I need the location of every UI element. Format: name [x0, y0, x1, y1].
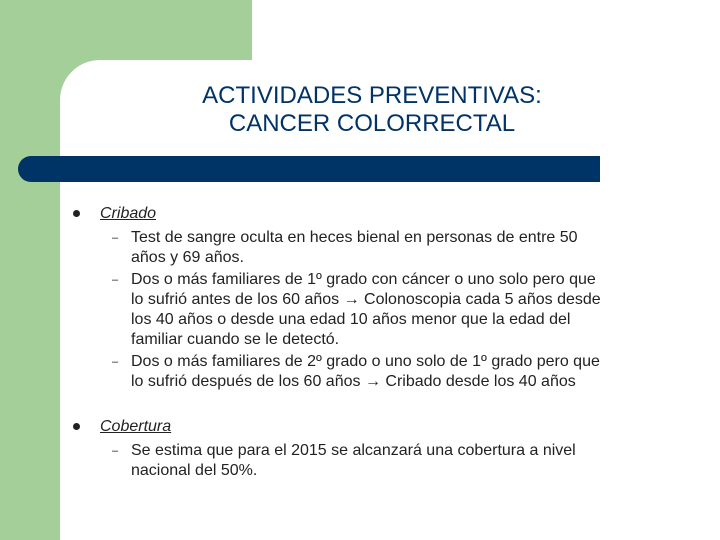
- bullet-icon: [73, 423, 80, 430]
- list-item: [131, 441, 671, 481]
- item-line: los 40 años o desde una edad 10 años menor que la edad del: [131, 311, 571, 328]
- dash-icon: –: [112, 274, 119, 286]
- item-line: Test de sangre oculta en heces bienal en personas de entre 50: [131, 229, 578, 246]
- item-line: Dos o más familiares de 2º grado o uno solo de 1º grado pero que: [131, 353, 600, 370]
- title-line-2: CANCER COLORRECTAL: [228, 110, 516, 137]
- item-line-part: lo sufrió después de los 60 años: [131, 373, 361, 390]
- section-heading-cobertura: Cobertura: [100, 418, 172, 435]
- section-heading-cribado: Cribado: [100, 205, 157, 222]
- arrow-right-icon: →: [364, 373, 381, 390]
- list-item: [131, 352, 671, 392]
- list-item: [131, 270, 671, 350]
- item-line: [131, 290, 671, 310]
- item-line-part: Colonoscopia cada 5 años desde: [364, 291, 601, 308]
- item-line: Se estima que para el 2015 se alcanzará una cobertura a nivel: [131, 442, 576, 459]
- list-item: [131, 228, 671, 268]
- title-line-1: ACTIVIDADES PREVENTIVAS:: [202, 82, 542, 109]
- item-line: [131, 372, 671, 392]
- dash-icon: –: [112, 232, 119, 244]
- item-line: años y 69 años.: [131, 249, 244, 266]
- item-line: Dos o más familiares de 1º grado con cáncer o uno solo pero que: [131, 271, 596, 288]
- item-line: familiar cuando se le detectó.: [131, 331, 340, 348]
- arrow-right-icon: →: [343, 291, 360, 308]
- bullet-icon: [73, 210, 80, 217]
- item-line: nacional del 50%.: [131, 462, 258, 479]
- dash-icon: –: [112, 445, 119, 457]
- item-line-part: Cribado desde los 40 años: [385, 373, 576, 390]
- dash-icon: –: [112, 356, 119, 368]
- item-line-part: lo sufrió antes de los 60 años: [131, 291, 340, 308]
